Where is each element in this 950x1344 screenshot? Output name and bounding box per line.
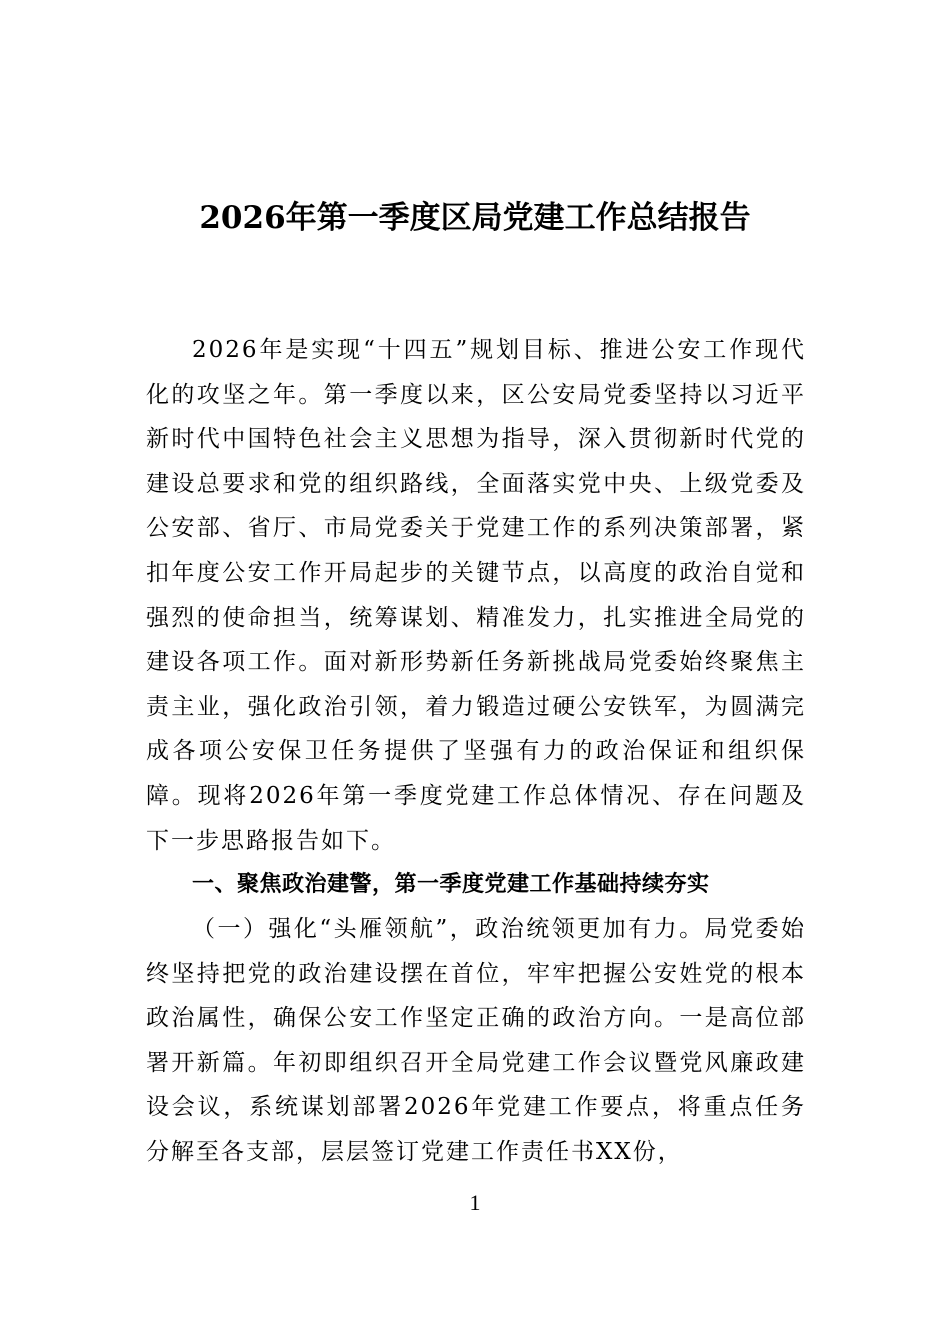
section-heading: 一、聚焦政治建警，第一季度党建工作基础持续夯实 xyxy=(192,872,710,897)
document-title: 2026年第一季度区局党建工作总结报告 xyxy=(199,200,751,236)
section-paragraph: （一）强化“头雁领航”，政治统领更加有力。局党委始终坚持把党的政治建设摆在首位，牢牢把握公安姓党的根本政治属性，确保公安工作坚定正确的政治方向。一是高位部署开新篇。年初即组织召开全局党建工作会议暨党风廉政建设会议，系统谋划部署2026年党建工作要点，将重点任务分解至各支部，层层签订党建工作责任书XX份， xyxy=(146,916,806,1165)
intro-paragraph: 2026年是实现“十四五”规划目标、推进公安工作现代化的攻坚之年。第一季度以来，区公安局党委坚持以习近平新时代中国特色社会主义思想为指导，深入贯彻新时代党的建设总要求和党的组织路线，全面落实党中央、上级党委及公安部、省厅、市局党委关于党建工作的系列决策部署，紧扣年度公安工作开局起步的关键节点，以高度的政治自觉和强烈的使命担当，统筹谋划、精准发力，扎实推进全局党的建设各项工作。面对新形势新任务新挑战局党委始终聚焦主责主业，强化政治引领，着力锻造过硬公安铁军，为圆满完成各项公安保卫任务提供了坚强有力的政治保证和组织保障。现将2026年第一季度党建工作总体情况、存在问题及下一步思路报告如下。 xyxy=(146,337,806,854)
page-number: 1 xyxy=(469,1190,481,1215)
